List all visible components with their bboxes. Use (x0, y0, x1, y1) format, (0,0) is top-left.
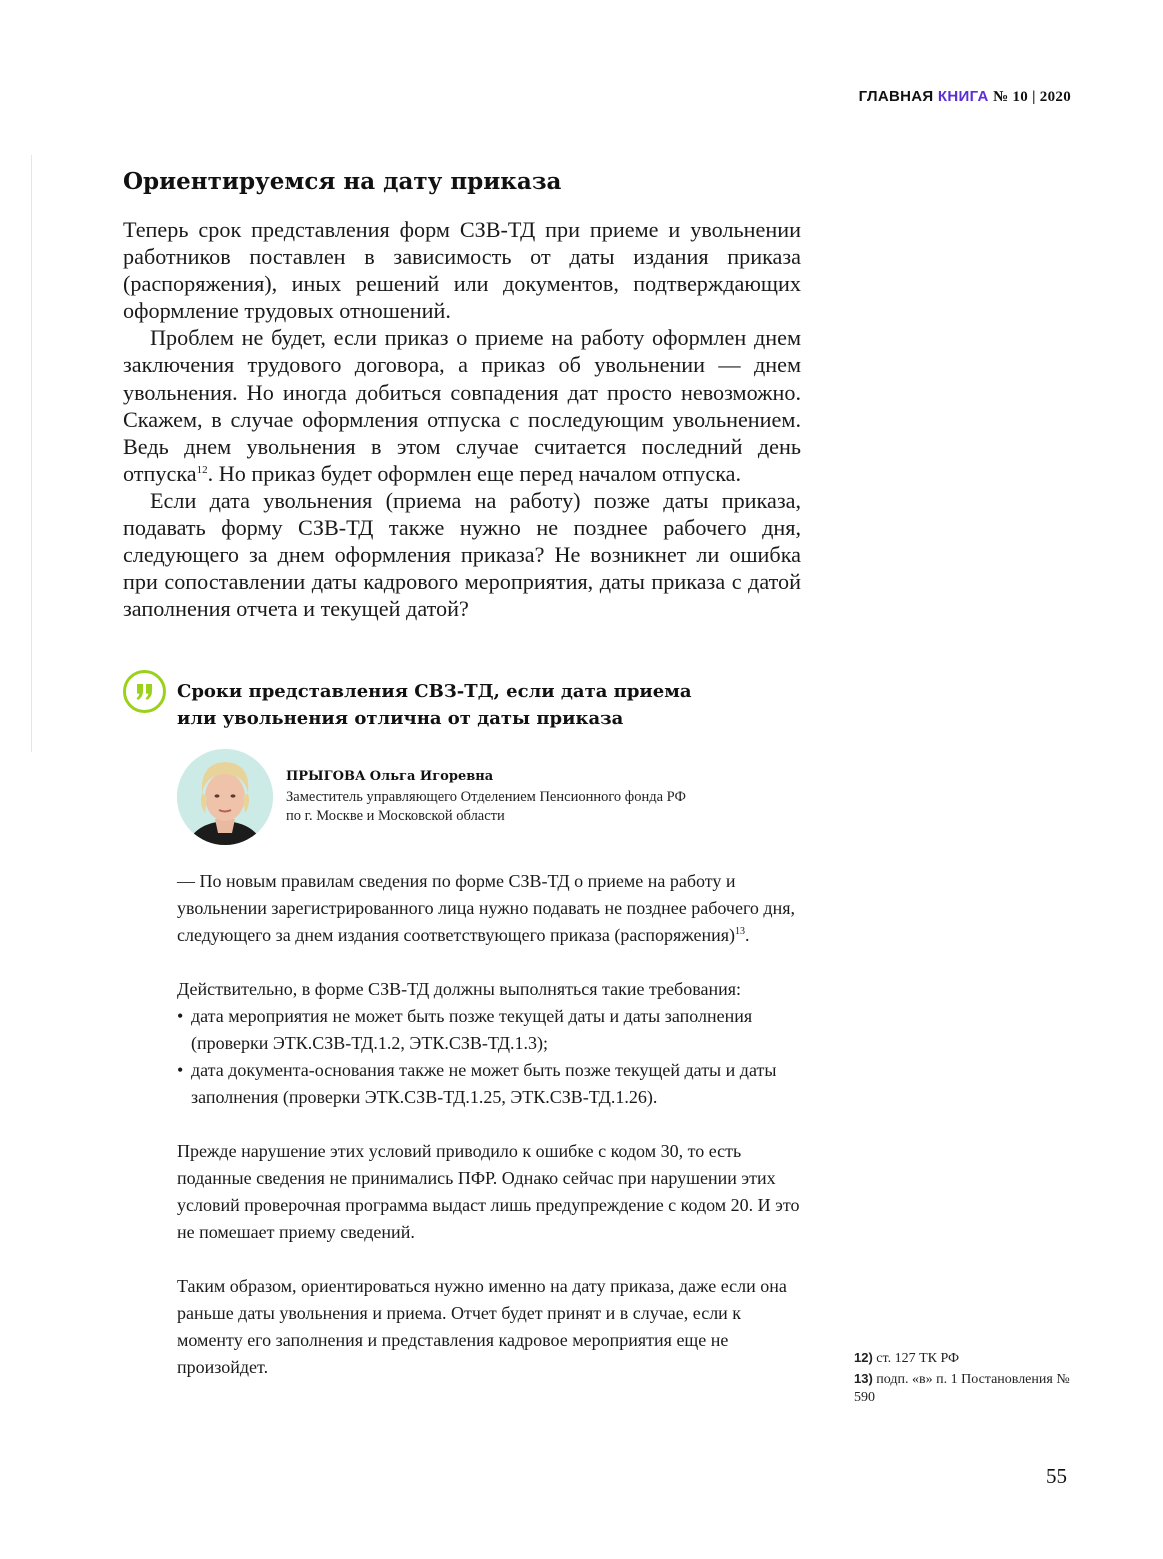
list-item: • дата мероприятия не может быть позже текущей даты и даты заполнения (проверки ЭТК.СЗВ-ТД.1.2, ЭТК.СЗВ-ТД.1.3); (177, 1003, 802, 1057)
answer-paragraph-1: — По новым правилам сведения по форме СЗВ-ТД о приеме на работу и увольнении зарегистрированного лица нужно подавать не позднее рабочего дня, следующего за днем издания соответствующего приказа (распоряжения)$^{13}$. (177, 871, 795, 945)
paragraph-2: Проблем не будет, если приказ о приеме на работу оформлен днем заключения трудового договора, а приказ об увольнении — днем увольнения. Но иногда добиться совпадения дат просто невозможно. Скажем, в случае оформления отпуска с последующим увольнением. Ведь днем увольнения в этом случае считается последний день отпуска$^{12}$. Но приказ будет оформлен еще перед началом отпуска. (123, 325, 801, 486)
answer-paragraph-4: Таким образом, ориентироваться нужно именно на дату приказа, даже если она раньше даты увольнения и приема. Отчет будет принят и в случае, если к моменту его заполнения и представления кадровое мероприятия еще не произойдет. (177, 1276, 787, 1377)
box-title: Сроки представления СВЗ-ТД, если дата приема или увольнения отлична от даты приказа (177, 681, 692, 729)
list-item: • дата документа-основания также не может быть позже текущей даты и даты заполнения (проверки ЭТК.СЗВ-ТД.1.25, ЭТК.СЗВ-ТД.1.26). (177, 1057, 802, 1111)
page-number: 55 (1046, 1464, 1067, 1488)
margin-rule (31, 155, 32, 752)
brand-word-1: ГЛАВНАЯ (858, 88, 934, 105)
expert-name: ПРЫГОВА Ольга Игоревна (286, 769, 494, 784)
section-title: Ориентируемся на дату приказа (123, 168, 562, 195)
brand-word-2: КНИГА (937, 88, 989, 105)
expert-answer (177, 868, 802, 1381)
paragraph-3: Если дата увольнения (приема на работу) позже даты приказа, подавать форму СЗВ-ТД также нужно не позднее рабочего дня, следующего за днем оформления приказа? Не возникнет ли ошибка при сопоставлении даты кадрового мероприятия, даты приказа с датой заполнения отчета и текущей датой? (123, 487, 801, 622)
footnote-12: 12) ст. 127 ТК РФ (854, 1350, 960, 1366)
paragraph-1: Теперь срок представления форм СЗВ-ТД при приеме и увольнении работников поставлен в зависимость от даты издания приказа (распоряжения), иных решений или документов, подтверждающих оформление трудовых отношений. (123, 217, 801, 324)
issue-number: № 10 | 2020 (993, 89, 1071, 105)
expert-photo (177, 749, 273, 845)
main-text (123, 216, 801, 622)
footnotes (854, 1349, 1074, 1409)
expert-role: Заместитель управляющего Отделением Пенсионного фонда РФ по г. Москве и Московской области (286, 789, 686, 824)
requirements-list (177, 1003, 802, 1111)
footnote-13: 13) подп. «в» п. 1 Постановления № 590 (854, 1371, 1070, 1405)
footnote-ref-13: 13 (735, 926, 745, 937)
answer-paragraph-3: Прежде нарушение этих условий приводило к ошибке с кодом 30, то есть поданные сведения не принимались ПФР. Однако сейчас при нарушении этих условий проверочная программа выдаст лишь предупреждение с кодом 20. И это не помешает приему сведений. (177, 1141, 800, 1242)
running-header (859, 88, 1071, 106)
answer-paragraph-2: Действительно, в форме СЗВ-ТД должны выполняться такие требования: (177, 979, 741, 999)
quote-icon (123, 670, 166, 713)
footnote-ref-12: 12 (196, 463, 208, 476)
